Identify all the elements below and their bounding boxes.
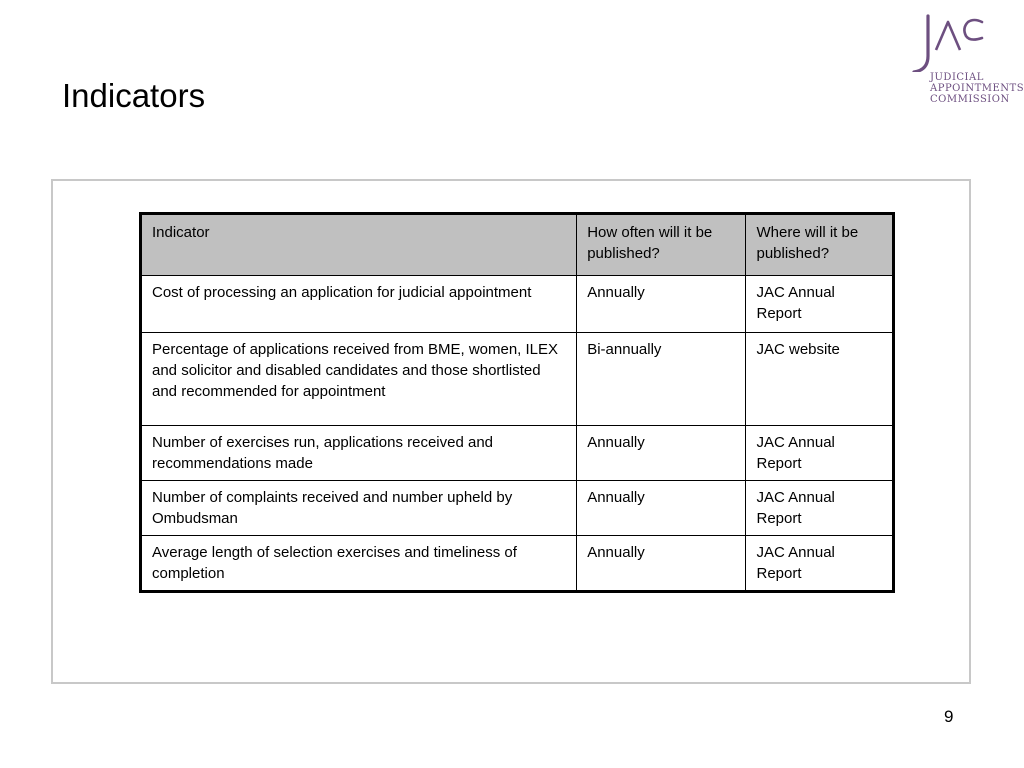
frequency-cell: Annually: [577, 481, 746, 536]
logo-wordmark: [930, 72, 1024, 105]
location-cell: JAC Annual Report: [746, 536, 894, 592]
indicators-table: [139, 212, 895, 593]
frequency-cell: Bi-annually: [577, 333, 746, 426]
location-cell: JAC Annual Report: [746, 276, 894, 333]
table-row: [141, 426, 894, 481]
frequency-cell: Annually: [577, 426, 746, 481]
table-row: [141, 481, 894, 536]
indicator-cell: Percentage of applications received from BME, women, ILEX and solicitor and disabled candidates and those shortlisted and recommended for appointment: [141, 333, 577, 426]
location-cell: JAC Annual Report: [746, 426, 894, 481]
indicator-cell: Number of exercises run, applications received and recommendations made: [141, 426, 577, 481]
indicator-cell: Average length of selection exercises and timeliness of completion: [141, 536, 577, 592]
indicator-cell: Number of complaints received and number upheld by Ombudsman: [141, 481, 577, 536]
table-row: [141, 333, 894, 426]
table-header-row: [141, 214, 894, 276]
header-indicator: Indicator: [141, 214, 577, 276]
jac-logo: [906, 12, 1024, 112]
location-cell: JAC Annual Report: [746, 481, 894, 536]
jac-logo-mark: [906, 12, 1018, 72]
slide-title: Indicators: [62, 77, 206, 114]
logo-line-2: APPOINTMENTS: [930, 83, 1024, 94]
page-number: 9: [944, 707, 954, 726]
logo-line-3: COMMISSION: [930, 94, 1010, 105]
location-cell: JAC website: [746, 333, 894, 426]
header-location: Where will it be published?: [746, 214, 894, 276]
frequency-cell: Annually: [577, 536, 746, 592]
header-frequency: How often will it be published?: [577, 214, 746, 276]
indicator-cell: Cost of processing an application for judicial appointment: [141, 276, 577, 333]
table-row: [141, 536, 894, 592]
frequency-cell: Annually: [577, 276, 746, 333]
table-row: [141, 276, 894, 333]
logo-line-1: JUDICIAL: [930, 72, 984, 83]
